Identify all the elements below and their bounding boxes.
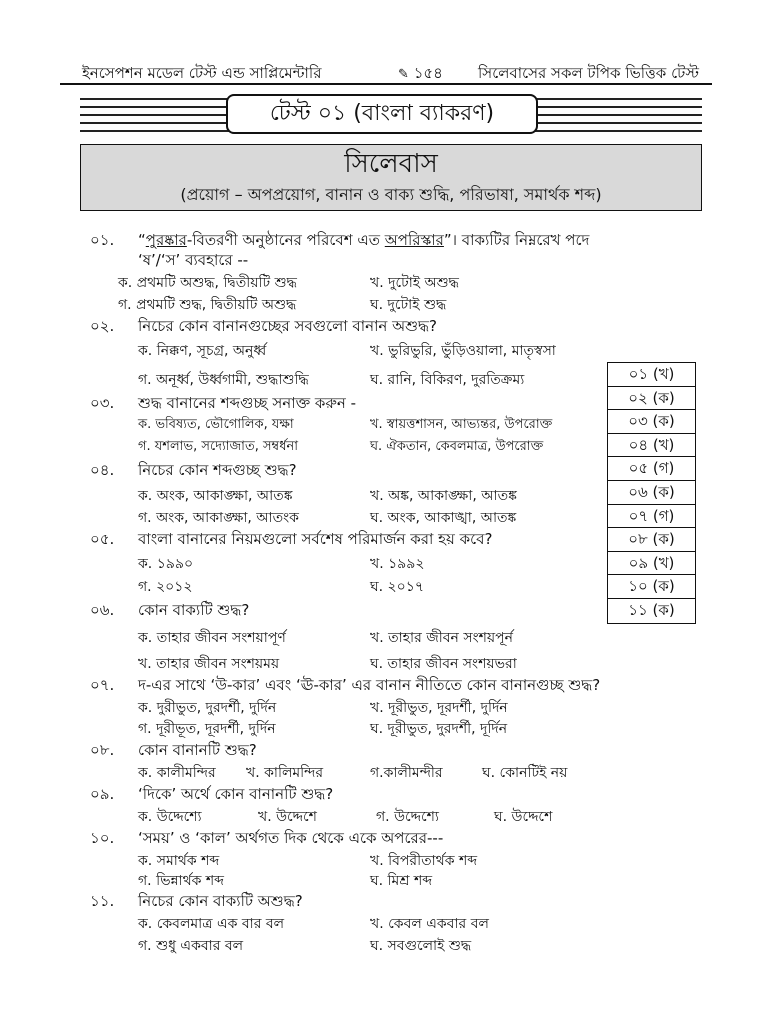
- question-number: ০৪.: [90, 461, 115, 479]
- option-gha: ঘ. মিশ্র শব্দ: [370, 873, 433, 889]
- option-kha: খ. ভুরিভুরি, ভুঁড়িওয়ালা, মাতৃস্বসা: [370, 343, 556, 359]
- underlined-word: পুরষ্কার: [145, 231, 187, 249]
- option-kha: খ. কালিমন্দির: [246, 765, 324, 781]
- test-title: টেস্ট ০১ (বাংলা ব্যাকরণ): [226, 94, 538, 134]
- question-number: ০৬.: [90, 601, 115, 619]
- option-ka: ক. সমার্থক শব্দ: [138, 853, 220, 869]
- header-rule: [60, 83, 712, 85]
- option-kha: খ. স্বায়ত্তশাসন, আভ্যন্তর, উপরোক্ত: [370, 417, 553, 432]
- option-kha: খ. দূরীভুত, দূরদর্শী, দুর্দিন: [370, 700, 508, 716]
- question-number: ০৯.: [90, 785, 115, 803]
- option-ka: ক. প্রথমটি অশুদ্ধ, দ্বিতীয়টি শুদ্ধ: [118, 275, 297, 291]
- answer-cell: ০২ (ক): [608, 387, 695, 411]
- option-ka: ক. উদ্দেশ্যে: [138, 809, 202, 825]
- question-number: ০৩.: [90, 394, 115, 412]
- answer-key-table: [607, 362, 696, 624]
- option-kha: খ. দুটোই অশুদ্ধ: [370, 275, 459, 291]
- option-ka: ক. অংক, আকাঙ্ক্ষা, আতঙ্ক: [138, 488, 293, 504]
- option-ga: গ. অংক, আকাঙ্ক্ষা, আতংক: [138, 510, 299, 526]
- option-ga: গ. যশলাভ, সদ্যোজাত, সম্বর্ধনা: [138, 439, 299, 454]
- question-number: ০৮.: [90, 741, 115, 759]
- question-text: কোন বানানটি শুদ্ধ?: [138, 741, 257, 759]
- option-ga: গ. উদ্দেশ্যে: [376, 809, 439, 825]
- option-gha: ঘ. সবগুলোই শুদ্ধ: [370, 938, 472, 954]
- option-ka: ক. নিক্কণ, সূচগ্র, অনুর্ধ্ব: [138, 343, 267, 359]
- option-ga: গ. দূরীভূত, দূরদর্শী, দুর্দিন: [138, 721, 276, 737]
- option-ka: ক. কালীমন্দির: [138, 765, 216, 781]
- option-kha: খ. ১৯৯২: [370, 556, 425, 572]
- answer-cell: ০৮ (ক): [608, 528, 695, 552]
- option-gha: ঘ. অংক, আকাঙ্খা, আতঙ্ক: [370, 510, 517, 526]
- question-text: নিচের কোন শব্দগুচ্ছ শুদ্ধ?: [138, 461, 297, 479]
- answer-cell: ০৬ (ক): [608, 481, 695, 505]
- answer-cell: ১০ (ক): [608, 575, 695, 599]
- question-text: বাংলা বানানের নিয়মগুলো সর্বশেষ পরিমার্জন করা হয় কবে?: [138, 530, 493, 548]
- option-kha: খ. তাহার জীবন সংশয়পূর্ন: [370, 630, 514, 646]
- option-gha: ঘ. উদ্দেশে: [494, 809, 553, 825]
- option-gha: ঘ. ২০১৭: [370, 579, 424, 595]
- question-number: ০৫.: [90, 530, 115, 548]
- answer-cell: ০৭ (গ): [608, 505, 695, 529]
- book-icon: ✎: [398, 67, 409, 82]
- option-kha: খ. অঙ্ক, আকাঙ্ক্ষা, আতঙ্ক: [370, 488, 517, 504]
- question-number: ০১.: [90, 231, 115, 249]
- option-gha: ঘ. রানি, বিকিরণ, দুরতিক্রম্য: [370, 372, 525, 388]
- option-ka: ক. দুরীভুত, দুরদর্শী, দুর্দিন: [138, 700, 277, 716]
- option-kha: খ. কেবল একবার বল: [370, 916, 489, 932]
- question-number: ০২.: [90, 317, 115, 335]
- option-ka: ক. তাহার জীবন সংশয়াপূর্ণ: [138, 630, 286, 646]
- option-gha: ঘ. তাহার জীবন সংশয়ভরা: [370, 656, 517, 672]
- question-text-line2: ‘ষ’/‘স’ ব্যবহারে --: [138, 251, 249, 269]
- option-kha: খ. উদ্দেশে: [258, 809, 317, 825]
- answer-cell: ০৯ (খ): [608, 552, 695, 576]
- answer-cell: ১১ (ক): [628, 600, 675, 619]
- question-text: ‘দিকে’ অর্থে কোন বানানটি শুদ্ধ?: [138, 785, 334, 803]
- question-number: ১০.: [90, 829, 115, 847]
- test-title-band: [80, 92, 702, 138]
- option-gha: ঘ. কোনটিই নয়: [482, 765, 568, 781]
- option-gha: ঘ. ঐকতান, কেবলমাত্র, উপরোক্ত: [370, 439, 544, 454]
- syllabus-subtitle: (প্রয়োগ – অপপ্রয়োগ, বানান ও বাক্য শুদ্ধি, পরিভাষা, সমার্থক শব্দ): [180, 185, 602, 204]
- question-text-end: ”। বাক্যটির নিম্নরেখ পদে: [443, 231, 590, 249]
- option-ga: গ. শুধু একবার বল: [138, 938, 244, 954]
- answer-cell: ০৪ (খ): [608, 434, 695, 458]
- answer-cell: ০৩ (ক): [608, 410, 695, 434]
- option-ka: ক. কেবলমাত্র এক বার বল: [138, 916, 285, 932]
- option-gha: ঘ. দূরীভুত, দুরদর্শী, দূর্দিন: [370, 721, 508, 737]
- header-book-title: ইনসেপশন মডেল টেস্ট এন্ড সাপ্লিমেন্টারি: [82, 64, 322, 82]
- header-section-title: সিলেবাসের সকল টপিক ভিত্তিক টেস্ট: [478, 64, 699, 82]
- page-number: ১৫৪: [413, 64, 443, 82]
- option-ga: গ. অনূর্ধ্ব, উর্ধ্বগামী, শুদ্ধাশুদ্ধি: [138, 372, 309, 388]
- question-text: নিচের কোন বানানগুচ্ছের সবগুলো বানান অশুদ্ধ?: [138, 317, 438, 335]
- question-text: কোন বাক্যটি শুদ্ধ?: [138, 601, 250, 619]
- question-text: দ-এর সাথে ‘উ-কার’ এবং ‘ঊ-কার’ এর বানান নীতিতে কোন বানানগুচ্ছ শুদ্ধ?: [138, 676, 601, 694]
- question-text: ‘সময়’ ও ‘কাল’ অর্থগত দিক থেকে একে অপরের---: [138, 829, 444, 847]
- option-gha: ঘ. দুটোই শুদ্ধ: [370, 297, 447, 313]
- option-kha-2: খ. তাহার জীবন সংশয়ময়: [138, 656, 280, 672]
- question-number: ০৭.: [90, 676, 115, 694]
- option-ga: গ. ২০১২: [138, 579, 193, 595]
- syllabus-box: [80, 144, 702, 211]
- option-ga: গ.কালীমন্দীর: [370, 765, 443, 781]
- option-ga: গ. প্রথমটি শুদ্ধ, দ্বিতীয়টি অশুদ্ধ: [118, 297, 297, 313]
- syllabus-title: সিলেবাস: [344, 149, 438, 179]
- question-number: ১১.: [90, 892, 115, 910]
- answer-cell: ০৫ (গ): [608, 457, 695, 481]
- answer-cell: ০১ (খ): [608, 363, 695, 387]
- option-ka: ক. ১৯৯০: [138, 556, 194, 572]
- quote-open: “: [138, 231, 146, 249]
- question-text: নিচের কোন বাক্যটি অশুদ্ধ?: [138, 892, 303, 910]
- option-kha: খ. বিপরীতার্থক শব্দ: [370, 853, 478, 869]
- question-text-mid: -বিতরণী অনুষ্ঠানের পরিবেশ এত: [186, 231, 385, 249]
- question-text: শুদ্ধ বানানের শব্দগুচ্ছ সনাক্ত করুন -: [138, 394, 357, 412]
- option-ga: গ. ভিন্নার্থক শব্দ: [138, 873, 224, 889]
- page-header: [60, 60, 712, 86]
- option-ka: ক. ভবিষ্যত, ভৌগোলিক, যক্ষা: [138, 417, 294, 432]
- underlined-word: অপরিস্কার: [384, 231, 444, 249]
